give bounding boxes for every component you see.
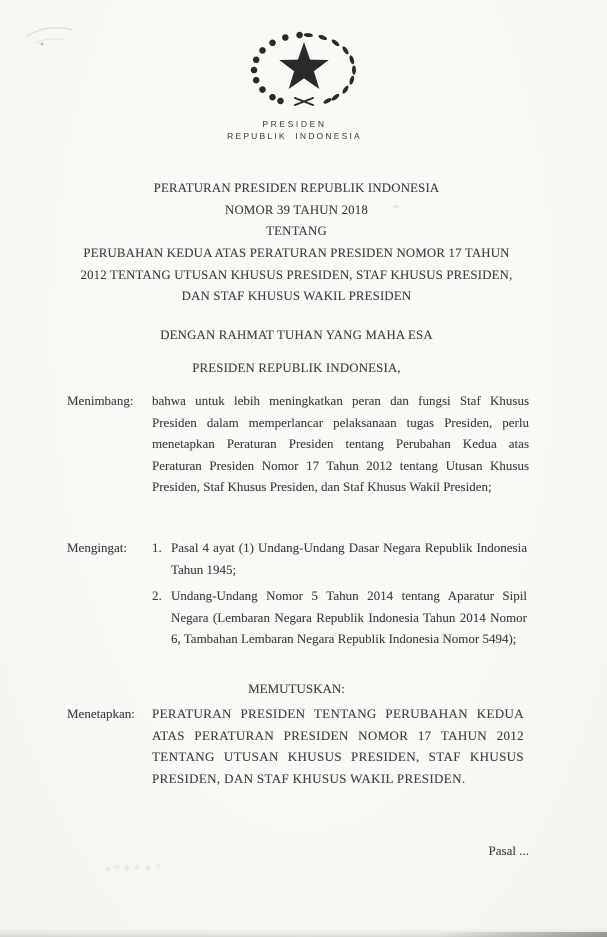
corner-scan-streak	[437, 932, 607, 937]
letterhead-republik-indonesia: REPUBLIK INDONESIA	[227, 131, 362, 141]
item-text: Pasal 4 ayat (1) Undang-Undang Dasar Negara Republik Indonesia Tahun 1945;	[171, 540, 527, 577]
menetapkan-label: Menetapkan:	[67, 706, 135, 721]
motto-line: DENGAN RAHMAT TUHAN YANG MAHA ESA	[160, 328, 433, 342]
item-number: 1.	[152, 540, 162, 555]
menimbang-section	[0, 390, 607, 498]
memutuskan-heading: MEMUTUSKAN:	[248, 681, 345, 696]
item-text: Undang-Undang Nomor 5 Tahun 2014 tentang Aparatur Sipil Negara (Lembaran Negara Republik Indonesia Tahun 2014 Nomor 6, Tambahan Lembaran Negara Republik Indonesia Nomor 5494);	[171, 588, 527, 647]
mengingat-items	[152, 537, 529, 650]
issuer-line: PRESIDEN REPUBLIK INDONESIA,	[192, 361, 401, 375]
menimbang-text: bahwa untuk lebih meningkatkan peran dan fungsi Staf Khusus Presiden dalam memperlancar pelaksanaan tugas Presiden, perlu menetapkan Peraturan Presiden tentang Perubahan Kedua atas Peraturan Presiden Nomor 17 Tahun 2012 tentang Utusan Khusus Presiden, Staf Khusus Presiden, dan Staf Khusus Wakil Presiden;	[152, 393, 529, 495]
mengingat-label: Mengingat:	[67, 540, 127, 555]
list-item	[152, 537, 529, 580]
letterhead-presiden: PRESIDEN	[262, 119, 327, 129]
subject-line-3: DAN STAF KHUSUS WAKIL PRESIDEN	[181, 289, 412, 303]
item-number: 2.	[152, 588, 162, 604]
regulation-title: PERATURAN PRESIDEN REPUBLIK INDONESIA	[153, 181, 440, 195]
subject-line-1: PERUBAHAN KEDUA ATAS PERATURAN PRESIDEN NOMOR 17 TAHUN	[83, 246, 510, 260]
page-continuation-catchword: Pasal ...	[488, 843, 529, 858]
menetapkan-section	[0, 703, 607, 789]
pencil-scribble-mark	[5, 12, 105, 62]
scan-smudge	[393, 205, 399, 208]
faded-stamp-mark	[103, 861, 165, 875]
tentang-heading: TENTANG	[266, 224, 327, 238]
regulation-number: NOMOR 39 TAHUN 2018	[225, 203, 368, 217]
subject-line-2: 2012 TENTANG UTUSAN KHUSUS PRESIDEN, STAF KHUSUS PRESIDEN,	[80, 268, 513, 282]
mengingat-section	[0, 537, 607, 650]
menetapkan-text: PERATURAN PRESIDEN TENTANG PERUBAHAN KEDUA ATAS PERATURAN PRESIDEN NOMOR 17 TAHUN 2012 TENTANG UTUSAN KHUSUS PRESIDEN, STAF KHUSUS PRESIDEN, DAN STAF KHUSUS WAKIL PRESIDEN.	[152, 706, 524, 786]
star-wreath-emblem-icon	[249, 31, 359, 109]
list-item	[152, 585, 529, 650]
menimbang-label: Menimbang:	[67, 393, 134, 408]
